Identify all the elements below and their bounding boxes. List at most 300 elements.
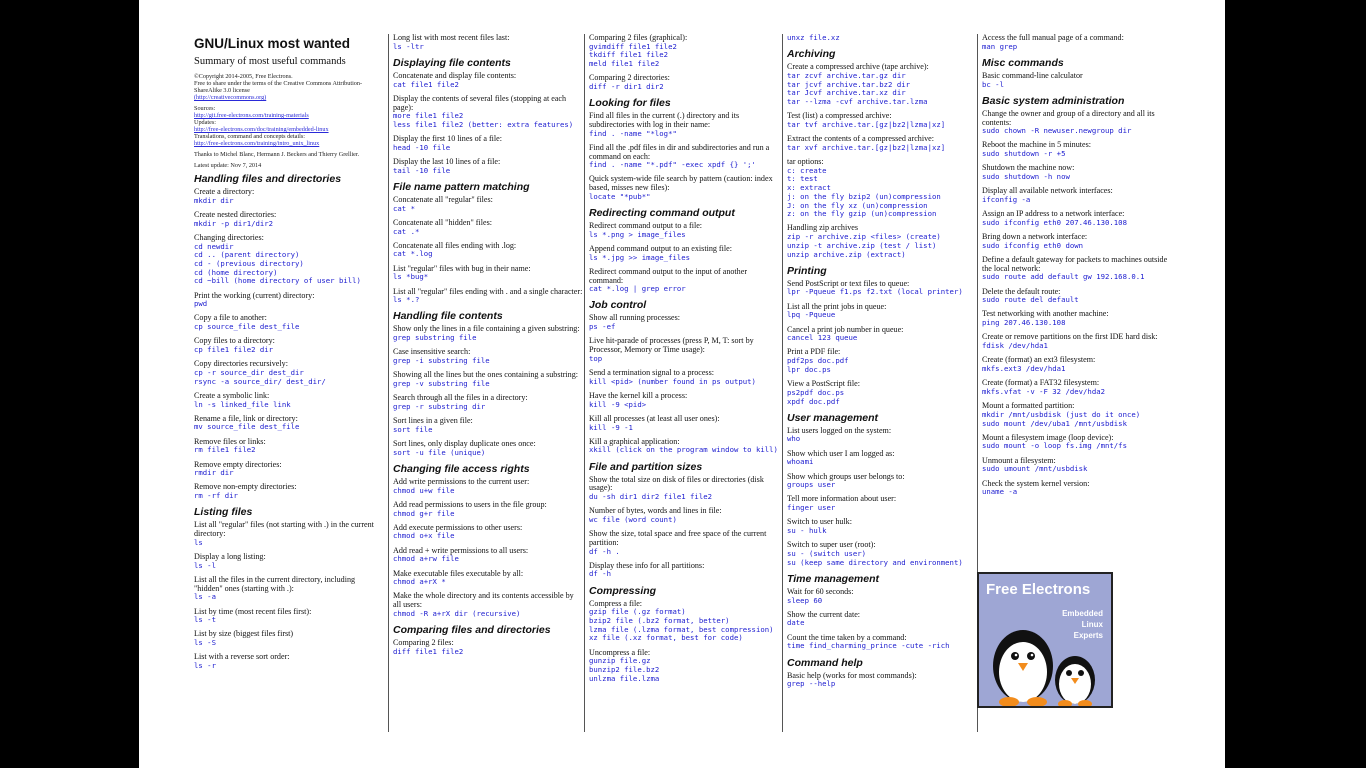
command-description: Send a termination signal to a process: xyxy=(589,367,714,377)
column-4 xyxy=(782,34,977,732)
command-line: finger user xyxy=(787,503,836,513)
command-line: mkdir -p dir1/dir2 xyxy=(194,218,274,228)
command-line: unzip archive.zip (extract) xyxy=(787,249,906,259)
command-entry xyxy=(982,480,1174,497)
command-description: Wait for 60 seconds: xyxy=(787,586,854,596)
command-entry xyxy=(589,530,781,556)
command-entry xyxy=(787,112,977,129)
command-line: cat file1 file2 xyxy=(393,79,459,89)
command-line: chmod a+rw file xyxy=(393,554,459,564)
command-entry xyxy=(589,268,781,294)
command-entry xyxy=(393,158,583,175)
command-entry xyxy=(982,233,1174,250)
command-line: sleep 60 xyxy=(787,595,823,605)
command-description: Show which groups user belongs to: xyxy=(787,471,905,481)
command-entry xyxy=(194,461,382,478)
command-description: Test (list) a compressed archive: xyxy=(787,111,892,121)
command-entry xyxy=(787,495,977,512)
section-heading: Compressing xyxy=(589,584,657,597)
command-entry xyxy=(393,478,583,495)
command-description: Comparing 2 files (graphical): xyxy=(589,34,688,42)
command-entry xyxy=(589,175,781,201)
command-line: lzma file (.lzma format, best compression) xyxy=(589,624,774,634)
command-line: lpq -Pqueue xyxy=(787,310,836,320)
command-line: gzip file (.gz format) xyxy=(589,607,686,617)
command-description: Search through all the files in a directory: xyxy=(393,393,528,403)
command-description: Print a PDF file: xyxy=(787,347,841,357)
command-line: tar tvf archive.tar.[gz|bz2|lzma|xz] xyxy=(787,119,946,129)
command-description: Sort lines in a given file: xyxy=(393,416,473,426)
command-description: Switch to user hulk: xyxy=(787,517,852,527)
command-line: ls -t xyxy=(194,615,216,625)
command-description: Remove files or links: xyxy=(194,436,266,446)
column-4-sections xyxy=(787,34,977,689)
command-description: Count the time taken by a command: xyxy=(787,632,907,642)
command-line: chmod o+x file xyxy=(393,531,455,541)
penguins-icon xyxy=(979,604,1113,708)
command-entry xyxy=(393,72,583,89)
command-entry xyxy=(393,242,583,259)
command-description: Assign an IP address to a network interface: xyxy=(982,209,1125,219)
command-line: cat *.log | grep error xyxy=(589,284,686,294)
command-entry xyxy=(982,72,1174,89)
command-line: zip -r archive.zip <files> (create) xyxy=(787,232,941,242)
command-description: Create a compressed archive (tape archive): xyxy=(787,62,929,72)
command-line: xpdf doc.pdf xyxy=(787,396,840,406)
command-entry xyxy=(589,649,781,684)
command-description: Basic help (works for most commands): xyxy=(787,670,917,680)
command-line: z: on the fly gzip (un)compression xyxy=(787,209,937,219)
command-line: ls -S xyxy=(194,638,216,648)
command-line: time find_charming_prince -cute -rich xyxy=(787,641,950,651)
command-line: diff -r dir1 dir2 xyxy=(589,82,664,92)
command-description: Print the working (current) directory: xyxy=(194,290,315,300)
command-description: Show the current date: xyxy=(787,609,861,619)
column-2 xyxy=(388,34,583,732)
command-entry xyxy=(982,141,1174,158)
command-line: top xyxy=(589,353,603,363)
command-entry xyxy=(589,392,781,409)
command-line: su (keep same directory and environment) xyxy=(787,557,963,567)
command-description: Find all files in the current (.) directory and its subdirectories with log in their name: xyxy=(589,111,740,129)
command-line: ls -l xyxy=(194,560,216,570)
thanks: Thanks to Michel Blanc, Hermann J. Beckers and Thierry Grellier. xyxy=(194,151,360,158)
command-line: sudo route del default xyxy=(982,295,1079,305)
command-description: Display the last 10 lines of a file: xyxy=(393,157,501,167)
command-entry xyxy=(787,63,977,107)
command-description: Copy files to a directory: xyxy=(194,336,275,346)
command-description: Extract the contents of a compressed archive: xyxy=(787,134,934,144)
command-description: Add execute permissions to other users: xyxy=(393,522,523,532)
command-entry xyxy=(589,34,781,69)
command-description: tar options: xyxy=(787,157,824,167)
section-heading: User management xyxy=(787,411,879,424)
command-line: wc file (word count) xyxy=(589,514,677,524)
command-description: Define a default gateway for packets to machines outside the local network: xyxy=(982,254,1168,273)
page-title: GNU/Linux most wanted xyxy=(194,36,351,51)
command-entry xyxy=(787,34,977,43)
command-entry xyxy=(589,314,781,331)
command-entry xyxy=(787,611,977,628)
command-entry xyxy=(194,360,382,386)
column-1-sections xyxy=(194,173,382,671)
column-2-sections xyxy=(393,34,583,656)
command-line: bzip2 file (.bz2 format, better) xyxy=(589,616,730,626)
command-description: Tell more information about user: xyxy=(787,494,897,504)
command-line: groups user xyxy=(787,480,836,490)
command-entry xyxy=(393,394,583,411)
command-line: sudo route add default gw 192.168.0.1 xyxy=(982,272,1145,282)
command-description: Mount a formatted partition: xyxy=(982,401,1075,411)
command-line: lpr -Pqueue f1.ps f2.txt (local printer) xyxy=(787,287,963,297)
section-heading: Job control xyxy=(589,299,647,312)
command-entry xyxy=(393,371,583,388)
command-entry xyxy=(194,653,382,670)
command-line: ls -ltr xyxy=(393,41,424,51)
command-line: gunzip file.gz xyxy=(589,656,651,666)
command-description: Showing all the lines but the ones containing a substring: xyxy=(393,370,579,380)
command-entry xyxy=(787,450,977,467)
command-entry xyxy=(589,476,781,502)
command-line: meld file1 file2 xyxy=(589,59,660,69)
command-description: Show the total size on disk of files or directories (disk usage): xyxy=(589,474,764,493)
command-description: Display all available network interfaces: xyxy=(982,186,1113,196)
command-description: Create (format) a FAT32 filesystem: xyxy=(982,378,1100,388)
command-description: Remove non-empty directories: xyxy=(194,482,297,492)
command-entry xyxy=(589,74,781,91)
command-description: Changing directories: xyxy=(194,232,264,242)
command-line: sudo ifconfig eth0 207.46.130.108 xyxy=(982,217,1127,227)
command-description: Quick system-wide file search by pattern (caution: index based, misses new files): xyxy=(589,174,773,193)
command-line: chmod -R a+rX dir (recursive) xyxy=(393,608,521,618)
command-entry xyxy=(787,326,977,343)
command-entry xyxy=(393,440,583,457)
command-description: Test networking with another machine: xyxy=(982,309,1109,319)
command-line: rmdir dir xyxy=(194,468,234,478)
command-entry xyxy=(982,434,1174,451)
command-description: Concatenate and display file contents: xyxy=(393,70,517,80)
copyright-block xyxy=(194,73,382,169)
command-entry xyxy=(393,135,583,152)
command-line: cancel 123 queue xyxy=(787,333,858,343)
command-description: Change the owner and group of a directory and all its contents: xyxy=(982,108,1155,127)
command-line: less file1 file2 (better: extra features) xyxy=(393,119,574,129)
command-entry xyxy=(589,507,781,524)
command-line: rm file1 file2 xyxy=(194,445,256,455)
command-line: ifconfig -a xyxy=(982,194,1031,204)
command-description: Find all the .pdf files in dir and subdirectories and run a command on each: xyxy=(589,142,770,161)
command-entry xyxy=(589,245,781,262)
command-line: chmod g+r file xyxy=(393,508,455,518)
command-line: date xyxy=(787,618,805,628)
command-description: Concatenate all "hidden" files: xyxy=(393,217,492,227)
command-line: unlzma file.lzma xyxy=(589,673,660,683)
command-line: pwd xyxy=(194,299,208,309)
command-description: Add write permissions to the current user: xyxy=(393,476,530,486)
command-description: Redirect command output to a file: xyxy=(589,221,703,231)
command-entry xyxy=(589,369,781,386)
command-entry xyxy=(194,337,382,354)
command-line: who xyxy=(787,434,801,444)
section-heading: Changing file access rights xyxy=(393,462,530,475)
command-line: j: on the fly bzip2 (un)compression xyxy=(787,191,941,201)
command-entry xyxy=(393,417,583,434)
command-line: fdisk /dev/hda1 xyxy=(982,341,1048,351)
command-entry xyxy=(393,34,583,51)
command-description: Check the system kernel version: xyxy=(982,478,1090,488)
command-entry xyxy=(787,380,977,406)
logo-title: Free Electrons xyxy=(986,581,1091,598)
command-line: rm -rf dir xyxy=(194,491,238,501)
translations-link[interactable]: http://free-electrons.com/training/intro_unix_linux xyxy=(194,140,320,147)
command-line: rsync -a source_dir/ dest_dir/ xyxy=(194,376,326,386)
command-entry xyxy=(589,600,781,644)
command-entry xyxy=(787,158,977,219)
command-entry xyxy=(982,333,1174,350)
command-description: Show the size, total space and free space of the current partition: xyxy=(589,529,767,547)
command-line: head -10 file xyxy=(393,142,451,152)
copyright: ©Copyright 2014-2005, Free Electrons. xyxy=(194,73,293,80)
command-line: grep -i substring file xyxy=(393,356,490,366)
command-line: mkdir /mnt/usbdisk (just do it once) xyxy=(982,409,1141,419)
command-entry xyxy=(982,288,1174,305)
command-entry xyxy=(787,518,977,535)
section-heading: Command help xyxy=(787,656,863,669)
command-description: Unmount a filesystem: xyxy=(982,455,1056,465)
command-line: ls *.? xyxy=(393,295,420,305)
command-description: Have the kernel kill a process: xyxy=(589,390,688,400)
command-description: Show only the lines in a file containing a given substring: xyxy=(393,324,580,334)
command-description: List with a reverse sort order: xyxy=(194,652,290,662)
command-description: Rename a file, link or directory: xyxy=(194,413,298,423)
command-line: kill <pid> (number found in ps output) xyxy=(589,376,756,386)
command-line: ls *.png > image_files xyxy=(589,229,686,239)
command-entry xyxy=(194,553,382,570)
command-description: Bring down a network interface: xyxy=(982,232,1088,242)
command-description: Compress a file: xyxy=(589,598,643,608)
command-description: List all "regular" files ending with . and a single character: xyxy=(393,286,583,296)
command-description: Create a directory: xyxy=(194,187,255,196)
latest-update: Latest update: Nov 7, 2014 xyxy=(194,162,262,169)
command-description: Switch to super user (root): xyxy=(787,540,876,550)
command-entry xyxy=(393,501,583,518)
command-description: Access the full manual page of a command: xyxy=(982,34,1124,42)
command-entry xyxy=(982,310,1174,327)
command-entry xyxy=(982,379,1174,396)
license-text: Free to share under the terms of the Creative Commons Attribution-ShareAlike 3.0 license xyxy=(194,80,363,94)
column-5-sections xyxy=(982,34,1174,497)
section-heading: Printing xyxy=(787,264,827,277)
command-line: grep substring file xyxy=(393,333,477,343)
command-entry xyxy=(589,438,781,455)
command-line: man grep xyxy=(982,41,1018,51)
command-line: tkdiff file1 file2 xyxy=(589,50,669,60)
command-description: Comparing 2 files: xyxy=(393,638,454,648)
command-entry xyxy=(982,402,1174,428)
column-3 xyxy=(584,34,781,732)
command-entry xyxy=(194,292,382,309)
command-entry xyxy=(393,265,583,282)
command-description: List all "regular" files (not starting with .) in the current directory: xyxy=(194,520,374,539)
section-heading: File and partition sizes xyxy=(589,460,703,473)
command-line: sudo shutdown -r +5 xyxy=(982,149,1066,159)
command-line: sort file xyxy=(393,424,433,434)
command-description: Send PostScript or text files to queue: xyxy=(787,278,910,288)
command-line: lpr doc.ps xyxy=(787,364,831,374)
command-entry xyxy=(194,608,382,625)
command-entry xyxy=(982,34,1174,51)
command-description: Add read + write permissions to all users: xyxy=(393,545,529,555)
command-description: Kill a graphical application: xyxy=(589,436,680,446)
command-description: List all the files in the current directory, including "hidden" ones (starting with .): xyxy=(194,574,356,593)
section-heading: File name pattern matching xyxy=(393,180,530,193)
command-description: Create or remove partitions on the first IDE hard disk: xyxy=(982,332,1158,342)
command-line: cd newdir xyxy=(194,241,234,251)
command-entry xyxy=(982,356,1174,373)
command-description: Add read permissions to users in the file group: xyxy=(393,499,547,509)
section-heading: Looking for files xyxy=(589,97,671,110)
command-entry xyxy=(393,196,583,213)
command-entry xyxy=(787,588,977,605)
command-description: List by size (biggest files first) xyxy=(194,629,294,639)
command-line: xkill (click on the program window to kill) xyxy=(589,445,778,455)
command-entry xyxy=(589,144,781,170)
command-line: mkfs.vfat -v -F 32 /dev/hda2 xyxy=(982,386,1106,396)
command-entry xyxy=(589,222,781,239)
command-entry xyxy=(787,135,977,152)
command-line: J: on the fly xz (un)compression xyxy=(787,200,928,210)
command-line: kill -9 -1 xyxy=(589,422,633,432)
command-entry xyxy=(393,348,583,365)
command-line: cd .. (parent directory) xyxy=(194,250,300,260)
command-entry xyxy=(194,234,382,286)
command-line: su - hulk xyxy=(787,526,827,536)
cheat-sheet-page xyxy=(139,0,1225,768)
command-line: ps2pdf doc.ps xyxy=(787,387,845,397)
command-line: cat .* xyxy=(393,226,420,236)
command-line: locate "*pub*" xyxy=(589,191,651,201)
command-entry xyxy=(194,392,382,409)
command-line: mv source_file dest_file xyxy=(194,422,300,432)
command-entry xyxy=(787,541,977,567)
command-description: Comparing 2 directories: xyxy=(589,73,670,83)
updates-link[interactable]: http://free-electrons.com/doc/training/embedded-linux xyxy=(194,126,329,133)
section-heading: Archiving xyxy=(787,48,836,61)
command-entry xyxy=(393,570,583,587)
command-line: grep --help xyxy=(787,679,836,689)
command-entry xyxy=(194,188,382,205)
license-link[interactable]: (http://creativecommons.org) xyxy=(194,94,267,101)
command-entry xyxy=(393,547,583,564)
command-description: Show which user I am logged as: xyxy=(787,448,895,458)
command-description: Display a long listing: xyxy=(194,552,266,561)
command-description: List "regular" files with bug in their name: xyxy=(393,263,531,273)
updates-label: Updates: xyxy=(194,119,216,126)
command-line: sudo chown -R newuser.newgroup dir xyxy=(982,126,1132,136)
command-line: mkfs.ext3 /dev/hda1 xyxy=(982,363,1066,373)
command-line: grep -v substring file xyxy=(393,378,490,388)
command-line: xz file (.xz format, best for code) xyxy=(589,633,743,643)
command-description: Display these info for all partitions: xyxy=(589,560,705,570)
command-entry xyxy=(982,457,1174,474)
command-description: Append command output to an existing file: xyxy=(589,243,732,253)
command-line: sudo ifconfig eth0 down xyxy=(982,240,1084,250)
sources-link[interactable]: http://git.free-electrons.com/training-materials xyxy=(194,112,309,119)
command-entry xyxy=(194,211,382,228)
section-heading: Listing files xyxy=(194,506,253,519)
command-description: Case insensitive search: xyxy=(393,347,471,357)
command-description: Display the contents of several files (stopping at each page): xyxy=(393,93,567,112)
command-description: Concatenate all files ending with .log: xyxy=(393,240,517,250)
command-line: cp file1 file2 dir xyxy=(194,345,274,355)
command-line: sudo mount /dev/uba1 /mnt/usbdisk xyxy=(982,418,1127,428)
column-3-sections xyxy=(589,34,781,683)
command-line: tar Jcvf archive.tar.xz dir xyxy=(787,88,906,98)
command-description: Number of bytes, words and lines in file: xyxy=(589,506,722,516)
command-entry xyxy=(589,337,781,363)
command-entry xyxy=(787,672,977,689)
command-line: cat *.log xyxy=(393,249,433,259)
command-line: sudo shutdown -h now xyxy=(982,172,1070,182)
section-heading: Handling file contents xyxy=(393,310,503,323)
command-entry xyxy=(393,325,583,342)
command-line: sort -u file (unique) xyxy=(393,447,486,457)
command-entry xyxy=(393,592,583,618)
command-entry xyxy=(194,576,382,602)
command-line: cat * xyxy=(393,203,415,213)
command-description: List by time (most recent files first): xyxy=(194,606,312,616)
command-entry xyxy=(589,415,781,432)
command-line: ls -r xyxy=(194,661,216,671)
command-entry xyxy=(787,224,977,259)
command-description: Mount a filesystem image (loop device): xyxy=(982,432,1114,442)
command-line: su - (switch user) xyxy=(787,548,867,558)
command-line: tail -10 file xyxy=(393,165,451,175)
command-line: sudo umount /mnt/usbdisk xyxy=(982,464,1088,474)
command-description: Copy a file to another: xyxy=(194,313,267,323)
command-line: uname -a xyxy=(982,487,1018,497)
command-line: whoami xyxy=(787,457,814,467)
section-heading: Comparing files and directories xyxy=(393,624,551,637)
command-description: Live hit-parade of processes (press P, M, T: sort by Processor, Memory or Time usage): xyxy=(589,336,754,355)
command-description: Remove empty directories: xyxy=(194,459,282,469)
command-description: Create (format) an ext3 filesystem: xyxy=(982,355,1096,365)
command-line: tar jcvf archive.tar.bz2 dir xyxy=(787,79,911,89)
command-line: tar --lzma -cvf archive.tar.lzma xyxy=(787,97,928,107)
command-entry xyxy=(393,288,583,305)
command-line: find . -name "*log*" xyxy=(589,128,677,138)
command-entry xyxy=(194,521,382,547)
column-1 xyxy=(194,34,382,732)
command-entry xyxy=(393,95,583,130)
command-line: df -h xyxy=(589,569,611,579)
command-entry xyxy=(194,630,382,647)
command-description: Kill all processes (at least all user ones): xyxy=(589,413,720,423)
section-heading: Displaying file contents xyxy=(393,56,511,69)
command-entry xyxy=(787,473,977,490)
command-description: View a PostScript file: xyxy=(787,379,861,389)
command-entry xyxy=(787,303,977,320)
command-line: cp source_file dest_file xyxy=(194,322,300,332)
command-line: chmod a+rX * xyxy=(393,577,446,587)
command-line: more file1 file2 xyxy=(393,111,464,121)
command-description: Long list with most recent files last: xyxy=(393,34,510,42)
command-entry xyxy=(787,348,977,374)
command-entry xyxy=(194,438,382,455)
command-description: Handling zip archives xyxy=(787,223,859,233)
command-entry xyxy=(982,110,1174,136)
command-entry xyxy=(982,164,1174,181)
